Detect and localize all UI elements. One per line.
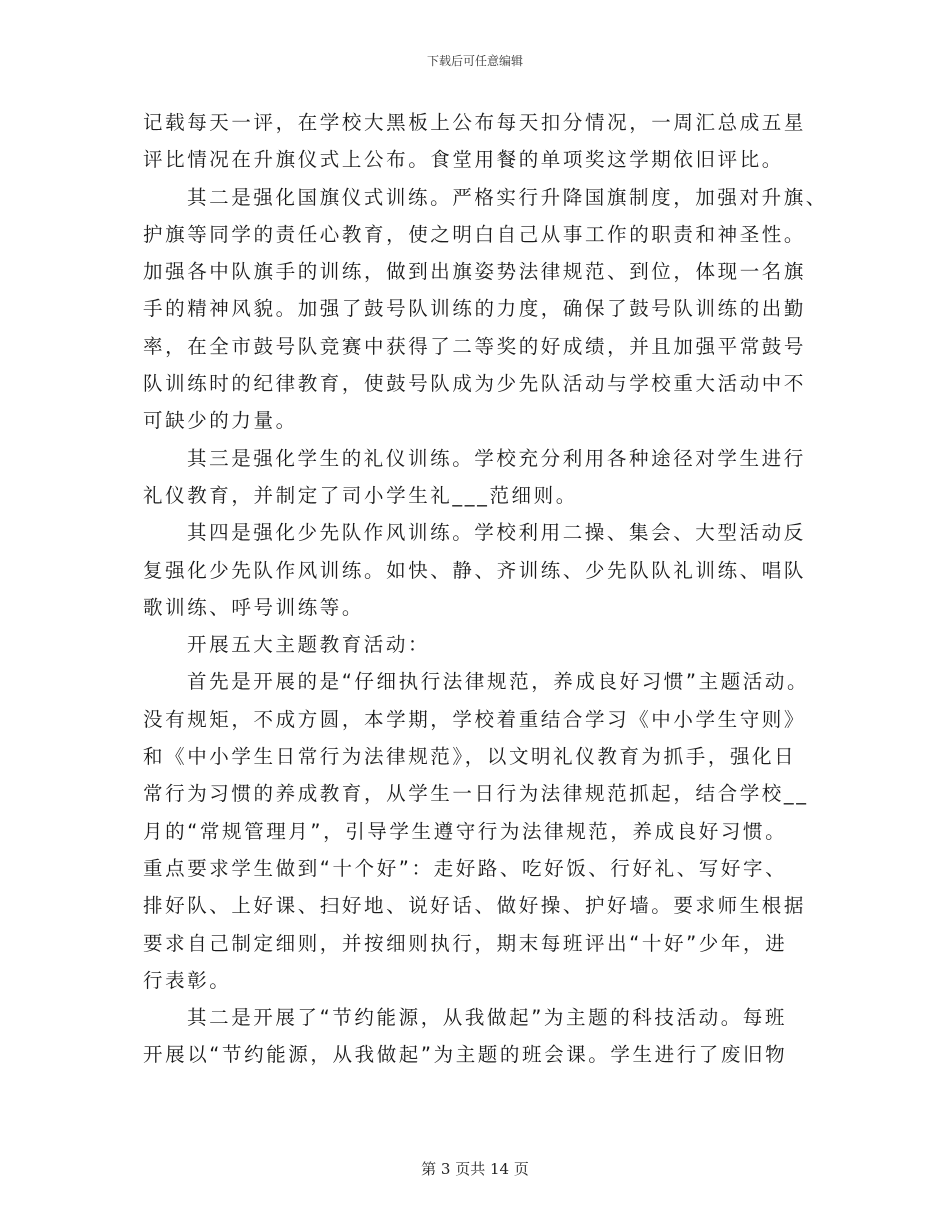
paragraph-start-line: 其四是强化少先队作风训练。学校利用二操、集会、大型活动反 [187, 521, 806, 545]
text-line: 常行为习惯的养成教育，从学生一日行为法律规范抓起，结合学校__ [143, 782, 809, 806]
text-line: 排好队、上好课、扫好地、说好话、做好操、护好墙。要求师生根据 [143, 894, 807, 918]
text-line: 护旗等同学的责任心教育，使之明白自己从事工作的职责和神圣性。 [143, 222, 807, 246]
section-heading-line: 开展五大主题教育活动： [187, 633, 431, 657]
text-line: 歌训练、呼号训练等。 [143, 595, 365, 619]
text-line: 和《中小学生日常行为法律规范》，以文明礼仪教育为抓手，强化日 [143, 745, 797, 769]
text-line: 行表彰。 [143, 968, 232, 992]
page-header: 下载后可任意编辑 [426, 54, 523, 68]
text-line: 队训练时的纪律教育，使鼓号队成为少先队活动与学校重大活动中不 [143, 372, 807, 396]
text-line: 率，在全市鼓号队竞赛中获得了二等奖的好成绩，并且加强平常鼓号 [143, 334, 807, 358]
text-line: 重点要求学生做到“十个好”：走好路、吃好饭、行好礼、写好字、 [143, 856, 788, 880]
paragraph-start-line: 其二是强化国旗仪式训练。严格实行升降国旗制度，加强对升旗、 [187, 185, 828, 209]
text-line: 加强各中队旗手的训练，做到出旗姿势法律规范、到位，体现一名旗 [143, 260, 807, 284]
text-line: 可缺少的力量。 [143, 409, 298, 433]
text-line: 评比情况在升旗仪式上公布。食堂用餐的单项奖这学期依旧评比。 [143, 148, 784, 172]
text-line: 没有规矩，不成方圆，本学期，学校着重结合学习《中小学生守则》 [143, 707, 807, 731]
page-number-footer: 第 3 页共 14 页 [421, 1160, 529, 1178]
text-line: 月的“常规管理月”，引导学生遵守行为法律规范，养成良好习惯。 [143, 819, 788, 843]
text-line: 复强化少先队作风训练。如快、静、齐训练、少先队队礼训练、唱队 [143, 558, 807, 582]
document-body [143, 104, 828, 1074]
text-line: 记载每天一评，在学校大黑板上公布每天扣分情况，一周汇总成五星 [143, 111, 807, 134]
paragraph-start-line: 首先是开展的是“仔细执行法律规范，养成良好习惯”主题活动。 [187, 670, 810, 694]
text-line: 要求自己制定细则，并按细则执行，期末每班评出“十好”少年，进 [143, 931, 788, 955]
text-line: 开展以“节约能源，从我做起”为主题的班会课。学生进行了废旧物 [143, 1043, 788, 1067]
text-line: 礼仪教育，并制定了司小学生礼___范细则。 [143, 483, 578, 507]
paragraph-start-line: 其三是强化学生的礼仪训练。学校充分利用各种途径对学生进行 [187, 446, 806, 470]
paragraph-start-line: 其二是开展了“节约能源，从我做起”为主题的科技活动。每班 [187, 1006, 788, 1030]
text-line: 手的精神风貌。加强了鼓号队训练的力度，确保了鼓号队训练的出勤 [143, 297, 807, 321]
